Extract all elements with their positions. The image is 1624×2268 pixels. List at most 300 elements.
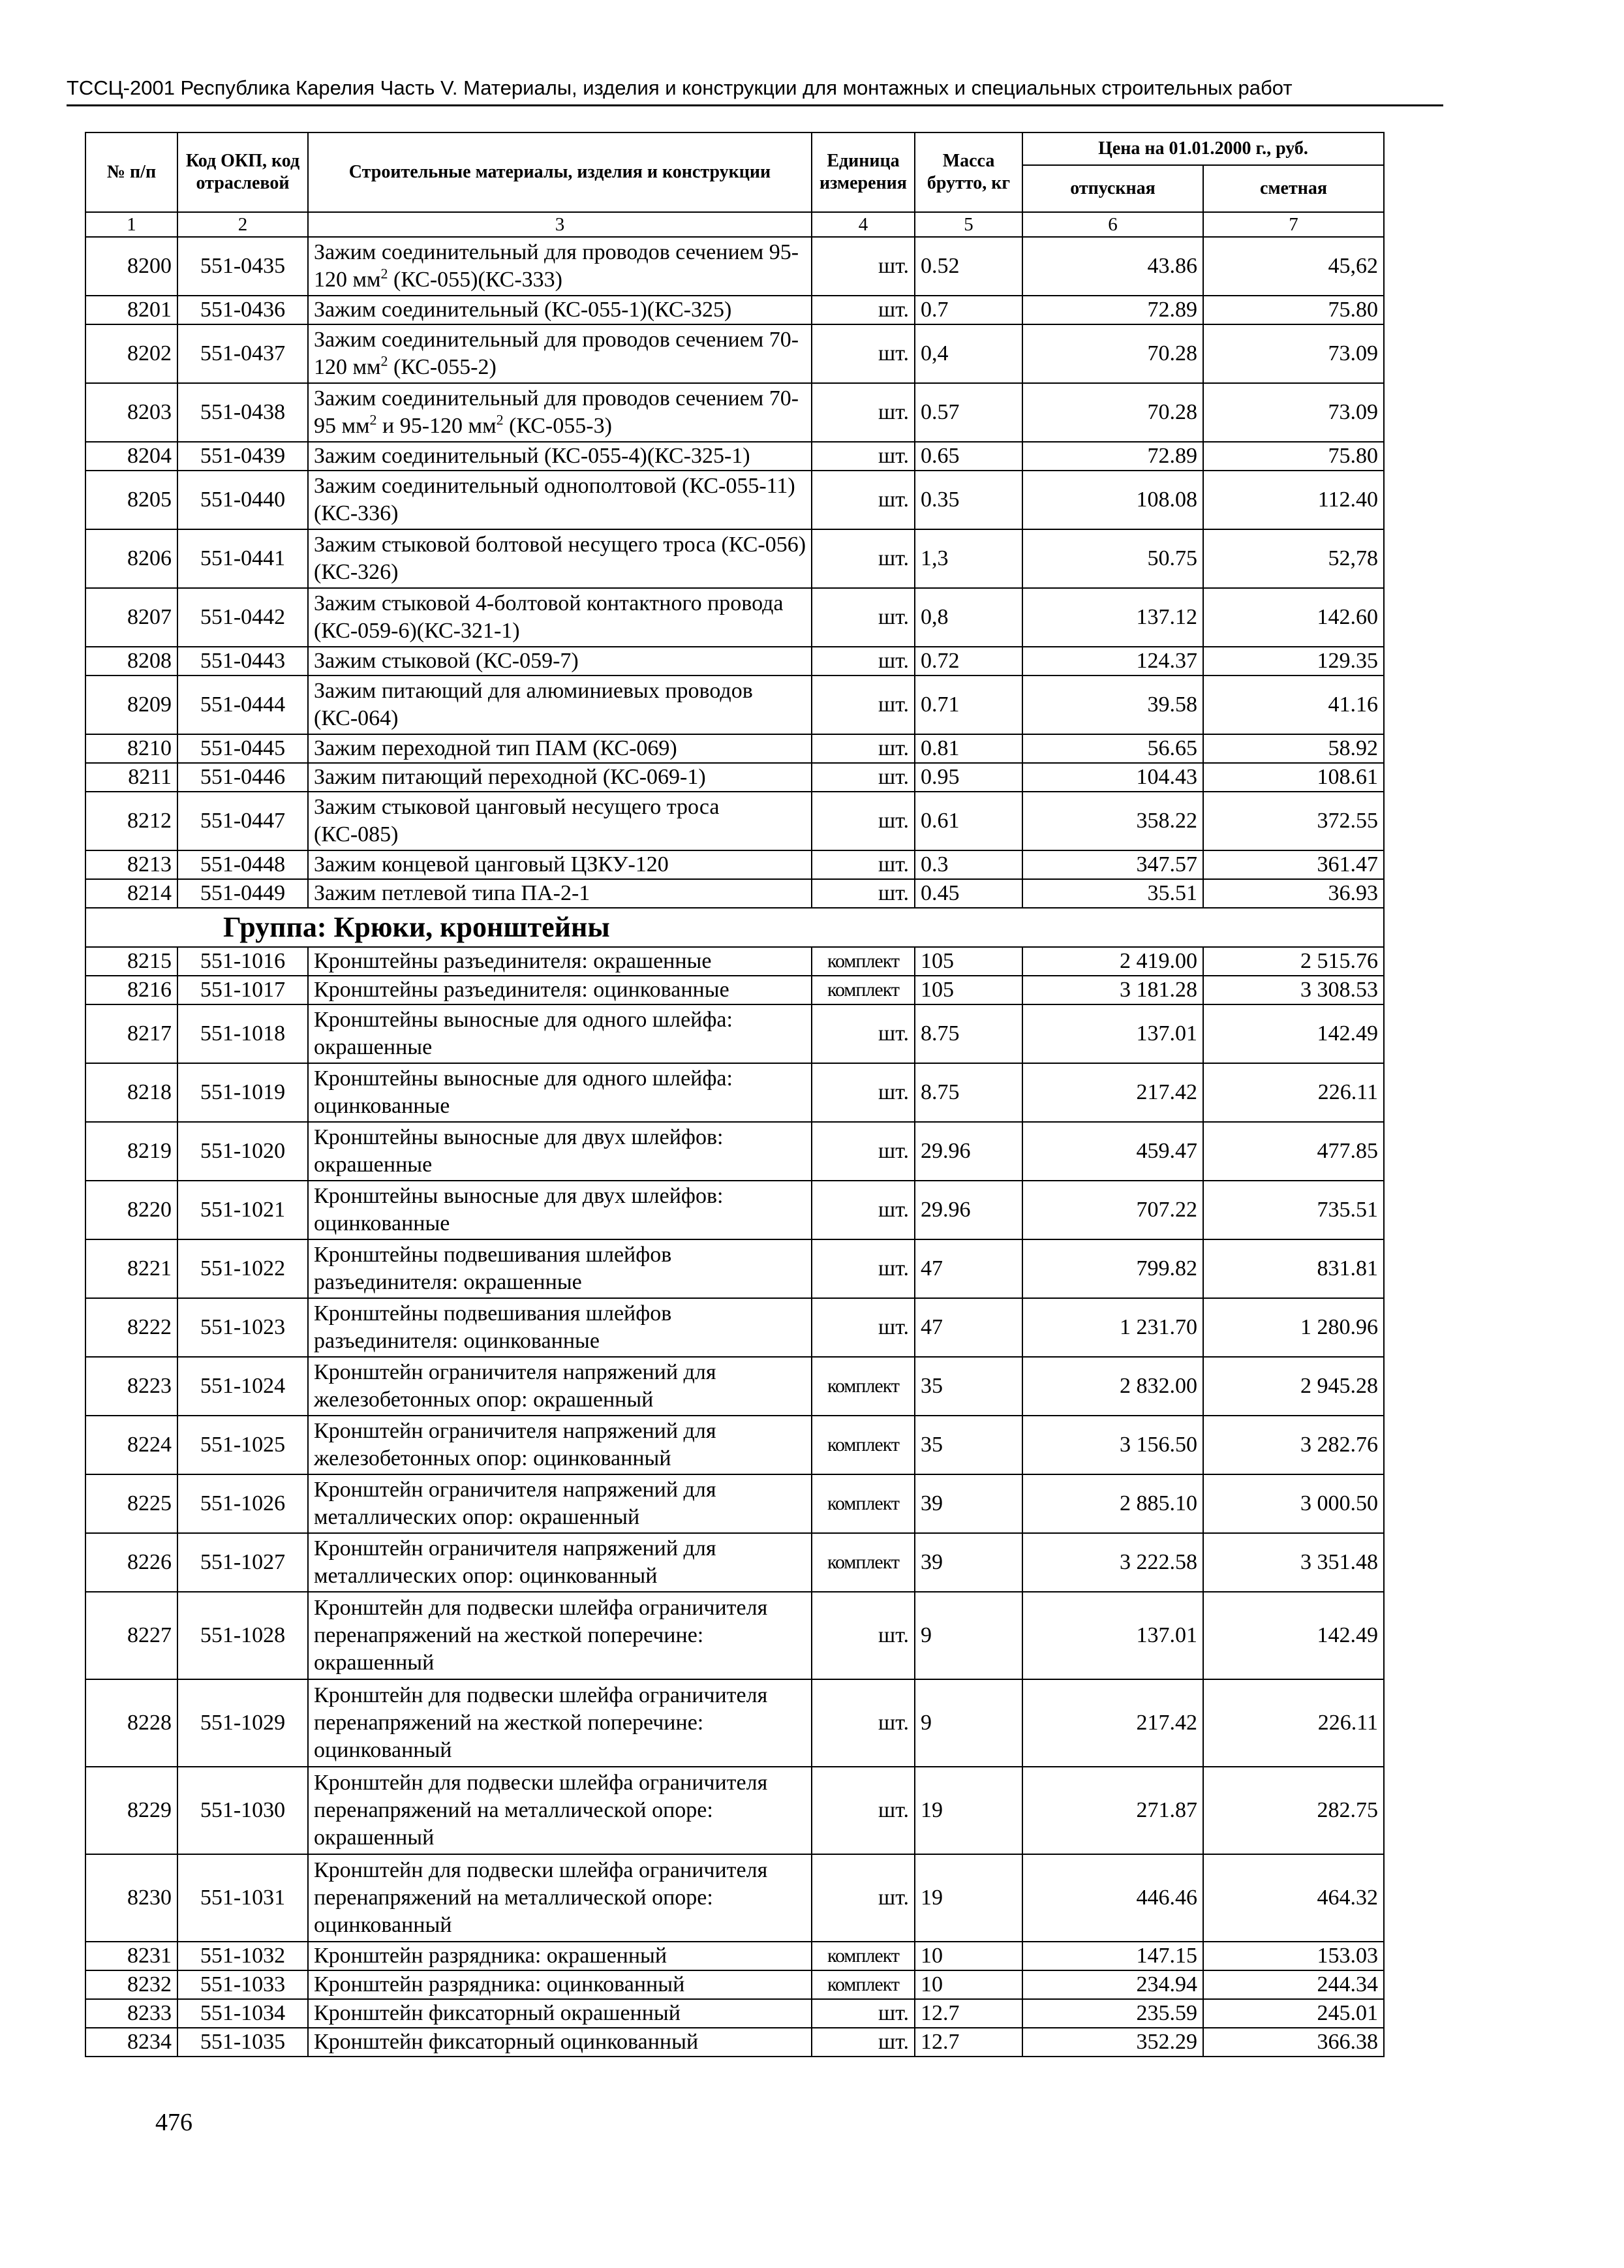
- price-wholesale: 459.47: [1022, 1122, 1203, 1181]
- material-name: Зажим питающий для алюминиевых проводов (КС-064): [308, 676, 812, 734]
- row-number: 8210: [85, 734, 177, 763]
- price-wholesale: 72.89: [1022, 442, 1203, 471]
- table-row: [85, 734, 1384, 763]
- unit: шт.: [812, 1298, 915, 1357]
- price-estimate: 477.85: [1203, 1122, 1384, 1181]
- superscript: 2: [496, 411, 504, 428]
- okp-code: 551-1029: [177, 1679, 308, 1767]
- table-row: [85, 676, 1384, 734]
- price-estimate: 1 280.96: [1203, 1298, 1384, 1357]
- row-number: 8219: [85, 1122, 177, 1181]
- material-name: Кронштейны выносные для двух шлейфов: окрашенные: [308, 1122, 812, 1181]
- unit: комплект: [812, 976, 915, 1004]
- gross-mass: 8.75: [915, 1063, 1022, 1122]
- column-number: 4: [812, 212, 915, 237]
- row-number: 8232: [85, 1970, 177, 1999]
- gross-mass: 12.7: [915, 2028, 1022, 2057]
- table-header-row: [85, 132, 1384, 165]
- price-estimate: 3 000.50: [1203, 1474, 1384, 1533]
- gross-mass: 19: [915, 1854, 1022, 1942]
- price-wholesale: 3 222.58: [1022, 1533, 1203, 1592]
- column-number: 7: [1203, 212, 1384, 237]
- material-name: Зажим переходной тип ПАМ (КС-069): [308, 734, 812, 763]
- row-number: 8233: [85, 1999, 177, 2028]
- price-estimate: 41.16: [1203, 676, 1384, 734]
- table-row: [85, 763, 1384, 792]
- gross-mass: 0.81: [915, 734, 1022, 763]
- material-name: Зажим соединительный для проводов сечением 70-95 $мм^2$ и 95-120 $мм^2$ (КС-055-3): [308, 383, 812, 442]
- unit: шт.: [812, 383, 915, 442]
- table-row: [85, 792, 1384, 850]
- material-name: Зажим стыковой цанговый несущего троса (КС-085): [308, 792, 812, 850]
- material-name: Кронштейн фиксаторный окрашенный: [308, 1999, 812, 2028]
- price-estimate: 282.75: [1203, 1767, 1384, 1854]
- price-wholesale: 147.15: [1022, 1942, 1203, 1970]
- okp-code: 551-1017: [177, 976, 308, 1004]
- row-number: 8227: [85, 1592, 177, 1679]
- row-number: 8203: [85, 383, 177, 442]
- price-estimate: 45,62: [1203, 237, 1384, 296]
- price-estimate: 831.81: [1203, 1239, 1384, 1298]
- material-name: Кронштейны подвешивания шлейфов разъединителя: окрашенные: [308, 1239, 812, 1298]
- material-name: Кронштейн для подвески шлейфа ограничителя перенапряжений на металлической опоре: окрашенный: [308, 1767, 812, 1854]
- table-row: [85, 1122, 1384, 1181]
- unit: шт.: [812, 1004, 915, 1063]
- row-number: 8212: [85, 792, 177, 850]
- group-heading-section: [85, 908, 1384, 947]
- gross-mass: 0.45: [915, 879, 1022, 908]
- row-number: 8213: [85, 850, 177, 879]
- price-wholesale: 3 156.50: [1022, 1416, 1203, 1474]
- col-header-price-group: Цена на 01.01.2000 г., руб.: [1022, 132, 1384, 165]
- row-number: 8205: [85, 471, 177, 529]
- material-name: Кронштейн ограничителя напряжений для железобетонных опор: оцинкованный: [308, 1416, 812, 1474]
- column-number-row: [85, 212, 1384, 237]
- gross-mass: 0.7: [915, 296, 1022, 324]
- okp-code: 551-0445: [177, 734, 308, 763]
- running-header: ТССЦ-2001 Республика Карелия Часть V. Материалы, изделия и конструкции для монтажных и специальных строительных работ: [67, 76, 1293, 99]
- price-wholesale: 43.86: [1022, 237, 1203, 296]
- table-row: [85, 1533, 1384, 1592]
- price-wholesale: 2 832.00: [1022, 1357, 1203, 1416]
- gross-mass: 39: [915, 1533, 1022, 1592]
- material-name: Кронштейн разрядника: оцинкованный: [308, 1970, 812, 1999]
- row-number: 8215: [85, 947, 177, 976]
- price-estimate: 108.61: [1203, 763, 1384, 792]
- material-name: Кронштейн фиксаторный оцинкованный: [308, 2028, 812, 2057]
- unit: шт.: [812, 1854, 915, 1942]
- price-estimate: 153.03: [1203, 1942, 1384, 1970]
- price-wholesale: 50.75: [1022, 529, 1203, 588]
- material-name: Зажим соединительный для проводов сечением 70-120 $мм^2$ (КС-055-2): [308, 324, 812, 383]
- material-name: Зажим соединительный для проводов сечением 95-120 $мм^2$ (КС-055)(КС-333): [308, 237, 812, 296]
- okp-code: 551-0439: [177, 442, 308, 471]
- row-number: 8208: [85, 647, 177, 676]
- material-name: Кронштейн ограничителя напряжений для железобетонных опор: окрашенный: [308, 1357, 812, 1416]
- material-name: Кронштейны разъединителя: оцинкованные: [308, 976, 812, 1004]
- okp-code: 551-1020: [177, 1122, 308, 1181]
- price-wholesale: 124.37: [1022, 647, 1203, 676]
- okp-code: 551-1035: [177, 2028, 308, 2057]
- okp-code: 551-0437: [177, 324, 308, 383]
- row-number: 8206: [85, 529, 177, 588]
- row-number: 8224: [85, 1416, 177, 1474]
- unit: шт.: [812, 792, 915, 850]
- material-name: Зажим концевой цанговый ЦЗКУ-120: [308, 850, 812, 879]
- row-number: 8226: [85, 1533, 177, 1592]
- gross-mass: 29.96: [915, 1181, 1022, 1239]
- price-wholesale: 271.87: [1022, 1767, 1203, 1854]
- price-wholesale: 70.28: [1022, 383, 1203, 442]
- table-row: [85, 1767, 1384, 1854]
- row-number: 8200: [85, 237, 177, 296]
- superscript: 2: [369, 411, 377, 428]
- material-name: Зажим стыковой болтовой несущего троса (КС-056)(КС-326): [308, 529, 812, 588]
- table-row: [85, 1679, 1384, 1767]
- row-number: 8218: [85, 1063, 177, 1122]
- okp-code: 551-0446: [177, 763, 308, 792]
- unit: шт.: [812, 2028, 915, 2057]
- column-number: 3: [308, 212, 812, 237]
- price-estimate: 112.40: [1203, 471, 1384, 529]
- price-wholesale: 235.59: [1022, 1999, 1203, 2028]
- price-estimate: 226.11: [1203, 1679, 1384, 1767]
- unit: шт.: [812, 850, 915, 879]
- table-row: [85, 1239, 1384, 1298]
- table-row: [85, 1942, 1384, 1970]
- group-heading-row: [85, 908, 1384, 947]
- unit: шт.: [812, 1592, 915, 1679]
- material-name: Кронштейн для подвески шлейфа ограничителя перенапряжений на жесткой поперечине: окрашенный: [308, 1592, 812, 1679]
- unit: шт.: [812, 1063, 915, 1122]
- table-row: [85, 442, 1384, 471]
- table-row: [85, 1999, 1384, 2028]
- row-number: 8216: [85, 976, 177, 1004]
- unit: комплект: [812, 1357, 915, 1416]
- table-row: [85, 850, 1384, 879]
- unit: шт.: [812, 1122, 915, 1181]
- price-table: [85, 132, 1385, 2057]
- price-wholesale: 1 231.70: [1022, 1298, 1203, 1357]
- price-estimate: 245.01: [1203, 1999, 1384, 2028]
- okp-code: 551-1030: [177, 1767, 308, 1854]
- gross-mass: 9: [915, 1592, 1022, 1679]
- price-estimate: 58.92: [1203, 734, 1384, 763]
- okp-code: 551-1024: [177, 1357, 308, 1416]
- table-body-clamps: [85, 237, 1384, 908]
- table-row: [85, 1063, 1384, 1122]
- row-number: 8220: [85, 1181, 177, 1239]
- row-number: 8231: [85, 1942, 177, 1970]
- okp-code: 551-1022: [177, 1239, 308, 1298]
- material-name: Кронштейны разъединителя: окрашенные: [308, 947, 812, 976]
- row-number: 8214: [85, 879, 177, 908]
- gross-mass: 8.75: [915, 1004, 1022, 1063]
- material-name: Зажим соединительный (КС-055-1)(КС-325): [308, 296, 812, 324]
- table-row: [85, 383, 1384, 442]
- gross-mass: 0.57: [915, 383, 1022, 442]
- col-header-price-out: отпускная: [1022, 165, 1203, 212]
- table-row: [85, 976, 1384, 1004]
- price-wholesale: 35.51: [1022, 879, 1203, 908]
- unit: шт.: [812, 237, 915, 296]
- okp-code: 551-1028: [177, 1592, 308, 1679]
- okp-code: 551-0449: [177, 879, 308, 908]
- table-row: [85, 1854, 1384, 1942]
- price-wholesale: 39.58: [1022, 676, 1203, 734]
- price-estimate: 2 515.76: [1203, 947, 1384, 976]
- price-estimate: 361.47: [1203, 850, 1384, 879]
- gross-mass: 10: [915, 1942, 1022, 1970]
- gross-mass: 12.7: [915, 1999, 1022, 2028]
- okp-code: 551-1023: [177, 1298, 308, 1357]
- okp-code: 551-0448: [177, 850, 308, 879]
- price-estimate: 142.60: [1203, 588, 1384, 647]
- unit: шт.: [812, 471, 915, 529]
- row-number: 8228: [85, 1679, 177, 1767]
- unit: комплект: [812, 947, 915, 976]
- superscript: 2: [380, 265, 388, 282]
- price-estimate: 52,78: [1203, 529, 1384, 588]
- unit: шт.: [812, 763, 915, 792]
- okp-code: 551-1034: [177, 1999, 308, 2028]
- unit: шт.: [812, 442, 915, 471]
- price-wholesale: 217.42: [1022, 1063, 1203, 1122]
- gross-mass: 0.61: [915, 792, 1022, 850]
- price-wholesale: 347.57: [1022, 850, 1203, 879]
- table-row: [85, 529, 1384, 588]
- okp-code: 551-0441: [177, 529, 308, 588]
- material-name: Кронштейн для подвески шлейфа ограничителя перенапряжений на жесткой поперечине: оцинкованный: [308, 1679, 812, 1767]
- unit: шт.: [812, 676, 915, 734]
- material-name: Кронштейн ограничителя напряжений для металлических опор: оцинкованный: [308, 1533, 812, 1592]
- column-number: 6: [1022, 212, 1203, 237]
- table-row: [85, 1474, 1384, 1533]
- material-name: Кронштейны выносные для двух шлейфов: оцинкованные: [308, 1181, 812, 1239]
- row-number: 8202: [85, 324, 177, 383]
- gross-mass: 0.3: [915, 850, 1022, 879]
- unit: шт.: [812, 1239, 915, 1298]
- price-wholesale: 358.22: [1022, 792, 1203, 850]
- price-wholesale: 352.29: [1022, 2028, 1203, 2057]
- unit: шт.: [812, 879, 915, 908]
- material-name: Кронштейн ограничителя напряжений для металлических опор: окрашенный: [308, 1474, 812, 1533]
- gross-mass: 0.65: [915, 442, 1022, 471]
- unit: шт.: [812, 1679, 915, 1767]
- okp-code: 551-0440: [177, 471, 308, 529]
- price-estimate: 142.49: [1203, 1004, 1384, 1063]
- gross-mass: 19: [915, 1767, 1022, 1854]
- okp-code: 551-1032: [177, 1942, 308, 1970]
- table-row: [85, 647, 1384, 676]
- unit: комплект: [812, 1533, 915, 1592]
- price-wholesale: 108.08: [1022, 471, 1203, 529]
- price-estimate: 36.93: [1203, 879, 1384, 908]
- row-number: 8217: [85, 1004, 177, 1063]
- material-name: Кронштейны подвешивания шлейфов разъединителя: оцинкованные: [308, 1298, 812, 1357]
- material-name: Зажим соединительный однополтовой (КС-055-11)(КС-336): [308, 471, 812, 529]
- price-estimate: 226.11: [1203, 1063, 1384, 1122]
- table-body-brackets: [85, 947, 1384, 2057]
- col-header-unit: Единица измерения: [812, 132, 915, 212]
- row-number: 8223: [85, 1357, 177, 1416]
- unit: шт.: [812, 1181, 915, 1239]
- okp-code: 551-1026: [177, 1474, 308, 1533]
- column-number: 1: [85, 212, 177, 237]
- row-number: 8201: [85, 296, 177, 324]
- okp-code: 551-0436: [177, 296, 308, 324]
- unit: шт.: [812, 296, 915, 324]
- unit: шт.: [812, 647, 915, 676]
- material-name: Зажим питающий переходной (КС-069-1): [308, 763, 812, 792]
- gross-mass: 29.96: [915, 1122, 1022, 1181]
- table-row: [85, 1592, 1384, 1679]
- col-header-mass: Масса брутто, кг: [915, 132, 1022, 212]
- table-row: [85, 879, 1384, 908]
- price-wholesale: 56.65: [1022, 734, 1203, 763]
- unit: шт.: [812, 324, 915, 383]
- price-wholesale: 104.43: [1022, 763, 1203, 792]
- row-number: 8211: [85, 763, 177, 792]
- material-name: Зажим стыковой 4-болтовой контактного провода (КС-059-6)(КС-321-1): [308, 588, 812, 647]
- price-wholesale: 137.01: [1022, 1592, 1203, 1679]
- row-number: 8222: [85, 1298, 177, 1357]
- material-name: Кронштейн для подвески шлейфа ограничителя перенапряжений на металлической опоре: оцинкованный: [308, 1854, 812, 1942]
- column-number: 2: [177, 212, 308, 237]
- okp-code: 551-1016: [177, 947, 308, 976]
- unit: комплект: [812, 1416, 915, 1474]
- gross-mass: 39: [915, 1474, 1022, 1533]
- okp-code: 551-1019: [177, 1063, 308, 1122]
- okp-code: 551-1031: [177, 1854, 308, 1942]
- unit: шт.: [812, 1767, 915, 1854]
- table-row: [85, 1970, 1384, 1999]
- group-heading: Группа: Крюки, кронштейны: [85, 908, 1384, 947]
- unit: комплект: [812, 1942, 915, 1970]
- col-header-price-est: сметная: [1203, 165, 1384, 212]
- table-row: [85, 324, 1384, 383]
- price-estimate: 372.55: [1203, 792, 1384, 850]
- gross-mass: 10: [915, 1970, 1022, 1999]
- material-name: Кронштейны выносные для одного шлейфа: окрашенные: [308, 1004, 812, 1063]
- price-wholesale: 217.42: [1022, 1679, 1203, 1767]
- col-header-num: № п/п: [85, 132, 177, 212]
- table-row: [85, 1298, 1384, 1357]
- price-estimate: 142.49: [1203, 1592, 1384, 1679]
- price-wholesale: 799.82: [1022, 1239, 1203, 1298]
- price-estimate: 73.09: [1203, 383, 1384, 442]
- col-header-code: Код ОКП, код отраслевой: [177, 132, 308, 212]
- okp-code: 551-0447: [177, 792, 308, 850]
- row-number: 8221: [85, 1239, 177, 1298]
- unit: комплект: [812, 1474, 915, 1533]
- table-row: [85, 1357, 1384, 1416]
- okp-code: 551-1018: [177, 1004, 308, 1063]
- unit: комплект: [812, 1970, 915, 1999]
- price-wholesale: 3 181.28: [1022, 976, 1203, 1004]
- price-estimate: 366.38: [1203, 2028, 1384, 2057]
- price-estimate: 2 945.28: [1203, 1357, 1384, 1416]
- price-wholesale: 446.46: [1022, 1854, 1203, 1942]
- row-number: 8225: [85, 1474, 177, 1533]
- price-wholesale: 137.12: [1022, 588, 1203, 647]
- table-row: [85, 588, 1384, 647]
- okp-code: 551-1021: [177, 1181, 308, 1239]
- unit: шт.: [812, 734, 915, 763]
- unit: шт.: [812, 529, 915, 588]
- unit: шт.: [812, 1999, 915, 2028]
- price-estimate: 129.35: [1203, 647, 1384, 676]
- unit: шт.: [812, 588, 915, 647]
- gross-mass: 9: [915, 1679, 1022, 1767]
- material-name: Зажим петлевой типа ПА-2-1: [308, 879, 812, 908]
- col-header-name: Строительные материалы, изделия и конструкции: [308, 132, 812, 212]
- gross-mass: 0.71: [915, 676, 1022, 734]
- row-number: 8234: [85, 2028, 177, 2057]
- gross-mass: 105: [915, 947, 1022, 976]
- gross-mass: 1,3: [915, 529, 1022, 588]
- okp-code: 551-0444: [177, 676, 308, 734]
- gross-mass: 0.35: [915, 471, 1022, 529]
- price-wholesale: 707.22: [1022, 1181, 1203, 1239]
- price-estimate: 3 308.53: [1203, 976, 1384, 1004]
- table-row: [85, 2028, 1384, 2057]
- okp-code: 551-0438: [177, 383, 308, 442]
- table-row: [85, 1181, 1384, 1239]
- table-row: [85, 1416, 1384, 1474]
- page-number: 476: [155, 2109, 192, 2136]
- price-wholesale: 2 419.00: [1022, 947, 1203, 976]
- okp-code: 551-0443: [177, 647, 308, 676]
- gross-mass: 0,8: [915, 588, 1022, 647]
- table-row: [85, 471, 1384, 529]
- price-estimate: 75.80: [1203, 296, 1384, 324]
- material-name: Зажим соединительный (КС-055-4)(КС-325-1): [308, 442, 812, 471]
- table-row: [85, 237, 1384, 296]
- price-estimate: 3 282.76: [1203, 1416, 1384, 1474]
- okp-code: 551-0442: [177, 588, 308, 647]
- row-number: 8209: [85, 676, 177, 734]
- material-name: Кронштейны выносные для одного шлейфа: оцинкованные: [308, 1063, 812, 1122]
- price-wholesale: 70.28: [1022, 324, 1203, 383]
- table-row: [85, 1004, 1384, 1063]
- gross-mass: 47: [915, 1298, 1022, 1357]
- price-estimate: 73.09: [1203, 324, 1384, 383]
- material-name: Зажим стыковой (КС-059-7): [308, 647, 812, 676]
- material-name: Кронштейн разрядника: окрашенный: [308, 1942, 812, 1970]
- row-number: 8207: [85, 588, 177, 647]
- header-rule: [67, 104, 1443, 106]
- price-estimate: 735.51: [1203, 1181, 1384, 1239]
- okp-code: 551-1033: [177, 1970, 308, 1999]
- price-estimate: 244.34: [1203, 1970, 1384, 1999]
- row-number: 8230: [85, 1854, 177, 1942]
- price-wholesale: 137.01: [1022, 1004, 1203, 1063]
- gross-mass: 35: [915, 1416, 1022, 1474]
- okp-code: 551-1027: [177, 1533, 308, 1592]
- gross-mass: 105: [915, 976, 1022, 1004]
- price-wholesale: 72.89: [1022, 296, 1203, 324]
- price-estimate: 464.32: [1203, 1854, 1384, 1942]
- okp-code: 551-1025: [177, 1416, 308, 1474]
- column-number: 5: [915, 212, 1022, 237]
- price-wholesale: 2 885.10: [1022, 1474, 1203, 1533]
- table-row: [85, 296, 1384, 324]
- row-number: 8204: [85, 442, 177, 471]
- gross-mass: 0.72: [915, 647, 1022, 676]
- gross-mass: 0.52: [915, 237, 1022, 296]
- price-wholesale: 234.94: [1022, 1970, 1203, 1999]
